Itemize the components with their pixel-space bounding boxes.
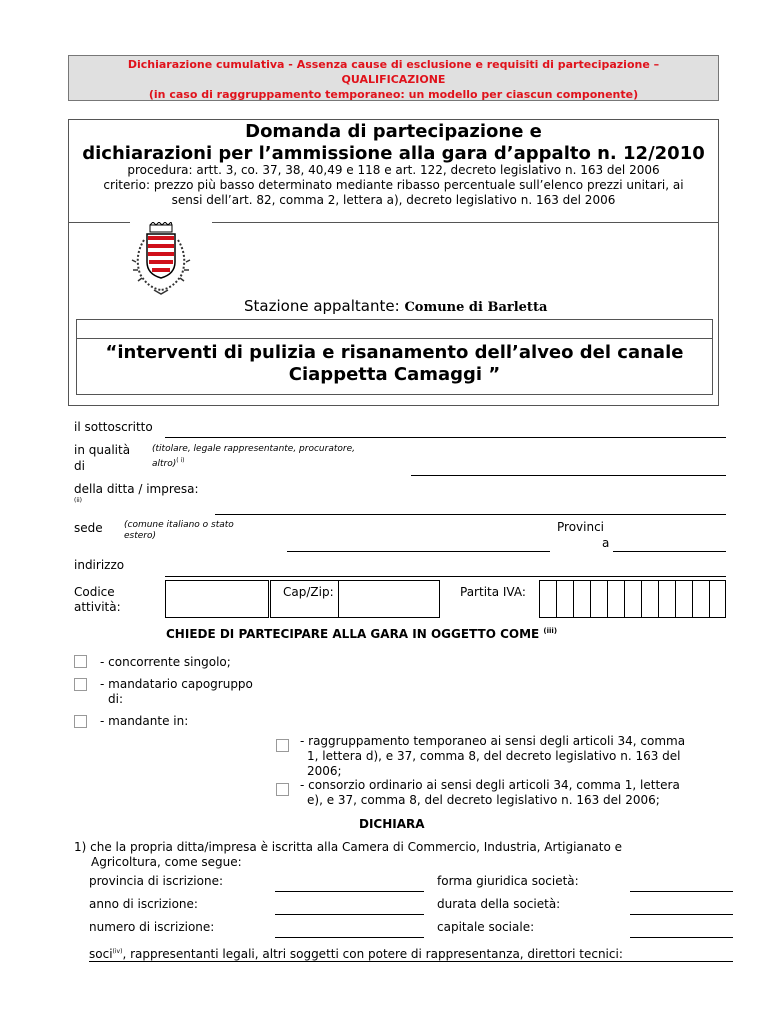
qualita-label2: di bbox=[74, 459, 85, 473]
cap-field[interactable] bbox=[338, 580, 440, 618]
dichiara-heading: DICHIARA bbox=[359, 817, 425, 831]
mandante-label: - mandante in: bbox=[100, 714, 189, 728]
coat-of-arms-icon bbox=[128, 222, 194, 296]
indirizzo-field[interactable] bbox=[165, 576, 726, 577]
sede-hint2: estero) bbox=[124, 531, 157, 541]
provincia-label1: Provinci bbox=[557, 520, 605, 534]
ditta-field[interactable] bbox=[215, 514, 726, 515]
mandatario-checkbox[interactable] bbox=[74, 678, 87, 691]
anno-label: anno di iscrizione: bbox=[89, 897, 198, 911]
codice-label1: Codice bbox=[74, 585, 115, 599]
indirizzo-label: indirizzo bbox=[74, 558, 125, 572]
soci-field[interactable] bbox=[89, 961, 733, 962]
chiede-note: (iii) bbox=[543, 627, 558, 635]
project-title bbox=[76, 342, 713, 386]
mandatario-line1: - mandatario capogruppo bbox=[100, 677, 253, 691]
divider-right bbox=[212, 222, 719, 223]
piva-cell-sep bbox=[709, 580, 710, 618]
piva-cell-sep bbox=[607, 580, 608, 618]
sottoscritto-label: il sottoscritto bbox=[74, 420, 153, 434]
soci-text-b: , rappresentanti legali, altri soggetti con potere di rappresentanza, direttori tecnici: bbox=[122, 947, 623, 961]
qualita-hint bbox=[152, 444, 355, 470]
consorzio-checkbox[interactable] bbox=[276, 783, 289, 796]
criterio-line2: sensi dell’art. 82, comma 2, lettera a), decreto legislativo n. 163 del 2006 bbox=[171, 193, 616, 207]
prov-field[interactable] bbox=[275, 891, 424, 892]
chiede-text: CHIEDE DI PARTECIPARE ALLA GARA IN OGGETTO COME bbox=[166, 627, 540, 641]
mandatario-line2: di: bbox=[108, 692, 123, 706]
prov-label: provincia di iscrizione: bbox=[89, 874, 223, 888]
piva-cell-sep bbox=[556, 580, 557, 618]
numero-field[interactable] bbox=[275, 937, 424, 938]
qualita-field[interactable] bbox=[411, 475, 726, 476]
sede-hint bbox=[124, 520, 234, 542]
station-label: Stazione appaltante: bbox=[244, 297, 400, 315]
piva-cell-sep bbox=[573, 580, 574, 618]
piva-input[interactable] bbox=[539, 580, 726, 618]
ditta-label: della ditta / impresa: bbox=[74, 482, 199, 496]
sede-label: sede bbox=[74, 521, 103, 535]
forma-label: forma giuridica società: bbox=[437, 874, 579, 888]
procedure-text bbox=[80, 163, 707, 208]
ditta-note: (ii) bbox=[74, 497, 83, 504]
piva-cell-sep bbox=[658, 580, 659, 618]
qualita-hint1: (titolare, legale rappresentante, procuratore, bbox=[152, 444, 355, 454]
raggruppamento-checkbox[interactable] bbox=[276, 739, 289, 752]
criterio-line1: criterio: prezzo più basso determinato mediante ribasso percentuale sull’elenco prezzi unitari, ai bbox=[103, 178, 684, 192]
singolo-checkbox[interactable] bbox=[74, 655, 87, 668]
soci-note: (iv) bbox=[112, 948, 123, 955]
consorzio-line2: e), e 37, comma 8, del decreto legislativo n. 163 del 2006; bbox=[307, 793, 660, 807]
mandante-checkbox[interactable] bbox=[74, 715, 87, 728]
piva-cell-sep bbox=[624, 580, 625, 618]
qualita-hint2: altro) bbox=[152, 459, 177, 469]
durata-label: durata della società: bbox=[437, 897, 561, 911]
provincia-label2: a bbox=[602, 536, 610, 550]
header-line2: QUALIFICAZIONE bbox=[341, 73, 446, 86]
header-line3: (in caso di raggruppamento temporaneo: un modello per ciascun componente) bbox=[148, 88, 639, 101]
consorzio-line1: - consorzio ordinario ai sensi degli articoli 34, comma 1, lettera bbox=[300, 778, 680, 792]
station-name: Comune di Barletta bbox=[404, 300, 548, 315]
numero-label: numero di iscrizione: bbox=[89, 920, 215, 934]
procedura-line: procedura: artt. 3, co. 37, 38, 40,49 e 118 e art. 122, decreto legislativo n. 163 del 2006 bbox=[127, 163, 660, 177]
durata-field[interactable] bbox=[630, 914, 733, 915]
anno-field[interactable] bbox=[275, 914, 424, 915]
capitale-field[interactable] bbox=[630, 937, 733, 938]
title-line2: dichiarazioni per l’ammissione alla gara d’appalto n. 12/2010 bbox=[82, 143, 705, 164]
raggr-line3: 2006; bbox=[307, 764, 342, 778]
divider-left bbox=[68, 222, 130, 223]
soci-text-a: soci bbox=[89, 947, 113, 961]
raggr-line1: - raggruppamento temporaneo ai sensi degli articoli 34, comma bbox=[300, 734, 686, 748]
piva-box bbox=[539, 580, 726, 618]
dichiara-p1-line2: Agricoltura, come segue: bbox=[91, 855, 242, 869]
singolo-label: - concorrente singolo; bbox=[100, 655, 231, 669]
title-line1: Domanda di partecipazione e bbox=[245, 121, 542, 142]
piva-cell-sep bbox=[641, 580, 642, 618]
piva-label: Partita IVA: bbox=[460, 585, 526, 599]
sottoscritto-field[interactable] bbox=[165, 437, 726, 438]
project-line2: Ciappetta Camaggi ” bbox=[288, 364, 501, 385]
soci-label bbox=[89, 944, 623, 962]
consorzio-label bbox=[300, 778, 720, 808]
raggruppamento-label bbox=[300, 734, 720, 779]
cap-label: Cap/Zip: bbox=[283, 585, 334, 599]
codice-label bbox=[74, 585, 121, 615]
page-title bbox=[68, 121, 719, 165]
project-line1: “interventi di pulizia e risanamento dell’alveo del canale bbox=[105, 342, 684, 363]
project-header-box bbox=[76, 319, 713, 339]
header-banner bbox=[68, 55, 719, 101]
header-line1: Dichiarazione cumulativa - Assenza cause di esclusione e requisiti di partecipazione – bbox=[127, 58, 660, 71]
qualita-label1: in qualità bbox=[74, 443, 131, 457]
piva-cell-sep bbox=[675, 580, 676, 618]
forma-field[interactable] bbox=[630, 891, 733, 892]
chiede-heading bbox=[166, 627, 557, 641]
piva-cell-sep bbox=[590, 580, 591, 618]
sede-hint1: (comune italiano o stato bbox=[124, 520, 234, 530]
station-line bbox=[244, 296, 547, 318]
mandatario-label bbox=[100, 677, 253, 707]
codice-input[interactable] bbox=[165, 580, 269, 618]
dichiara-p1 bbox=[74, 840, 622, 870]
sede-field[interactable] bbox=[287, 551, 550, 552]
dichiara-p1-line1: 1) che la propria ditta/impresa è iscritta alla Camera di Commercio, Industria, Artigianato e bbox=[74, 840, 622, 854]
codice-label2: attività: bbox=[74, 600, 121, 614]
capitale-label: capitale sociale: bbox=[437, 920, 535, 934]
qualita-note: ( i) bbox=[176, 457, 185, 464]
provincia-field[interactable] bbox=[613, 551, 726, 552]
raggr-line2: 1, lettera d), e 37, comma 8, del decreto legislativo n. 163 del bbox=[307, 749, 681, 763]
piva-cell-sep bbox=[692, 580, 693, 618]
